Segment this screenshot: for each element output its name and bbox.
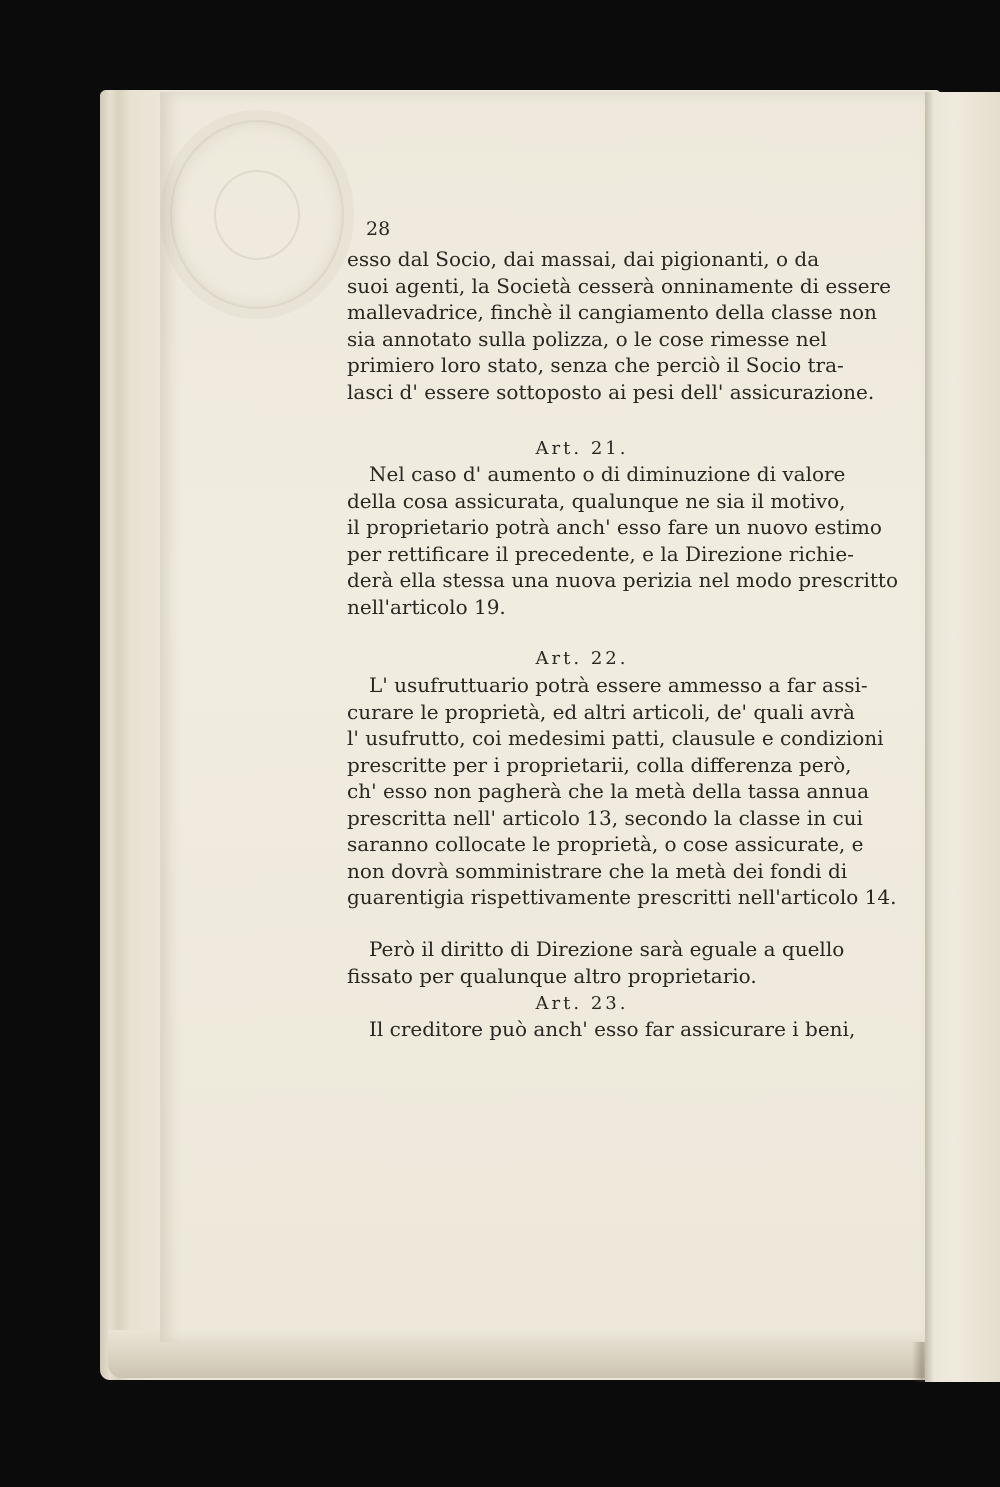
text-line: guarentigia rispettivamente prescritti nell'articolo 14. [347, 885, 897, 909]
facing-page [925, 92, 1000, 1382]
text-line: fissato per qualunque altro proprietario. [347, 963, 757, 988]
article-21-heading: Art. 21. [535, 438, 629, 459]
article-23-heading: Art. 23. [535, 993, 629, 1014]
text-line: per rettificare il precedente, e la Direzione richie- [347, 541, 854, 566]
text-line: saranno collocate le proprietà, o cose assicurate, e [347, 832, 864, 856]
article-21-body [347, 461, 898, 620]
article-22-second-paragraph [347, 936, 845, 989]
text-line: lasci d' essere sottoposto ai pesi dell' assicurazione. [347, 379, 875, 404]
text-line: Però il diritto di Direzione sarà eguale a quello [369, 937, 845, 961]
text-line: suoi agenti, la Società cesserà onninamente di essere [347, 273, 892, 298]
text-line: esso dal Socio, dai massai, dai pigionanti, o da [347, 247, 820, 271]
text-line: l' usufrutto, coi medesimi patti, clausule e condizioni [347, 726, 884, 750]
article-22-heading: Art. 22. [535, 648, 629, 669]
text-line: L' usufruttuario potrà essere ammesso a far assi- [369, 673, 868, 697]
seal-inner-ring [214, 170, 300, 260]
text-line: curare le proprietà, ed altri articoli, de' quali avrà [347, 699, 855, 724]
text-line: non dovrà somministrare che la metà dei fondi di [347, 858, 848, 883]
text-line: mallevadrice, finchè il cangiamento della classe non [347, 300, 877, 324]
text-line: Nel caso d' aumento o di diminuzione di valore [369, 462, 846, 486]
text-line: Il creditore può anch' esso far assicurare i beni, [369, 1017, 856, 1041]
article-22-body [347, 672, 897, 911]
text-line: ch' esso non pagherà che la metà della tassa annua [347, 779, 869, 803]
page-number: 28 [366, 218, 391, 240]
text-line: derà ella stessa una nuova perizia nel modo prescritto [347, 568, 898, 592]
article-23-body [347, 1016, 856, 1043]
text-line: della cosa assicurata, qualunque ne sia il motivo, [347, 488, 846, 513]
paragraph-continuation [347, 246, 892, 405]
embossed-seal-icon [170, 120, 344, 309]
text-line: nell'articolo 19. [347, 594, 506, 619]
text-line: primiero loro stato, senza che perciò il Socio tra- [347, 353, 844, 377]
text-line: prescritta nell' articolo 13, secondo la classe in cui [347, 805, 863, 830]
text-line: prescritte per i proprietarii, colla differenza però, [347, 752, 852, 777]
text-line: il proprietario potrà anch' esso fare un nuovo estimo [347, 515, 882, 539]
text-line: sia annotato sulla polizza, o le cose rimesse nel [347, 326, 827, 351]
